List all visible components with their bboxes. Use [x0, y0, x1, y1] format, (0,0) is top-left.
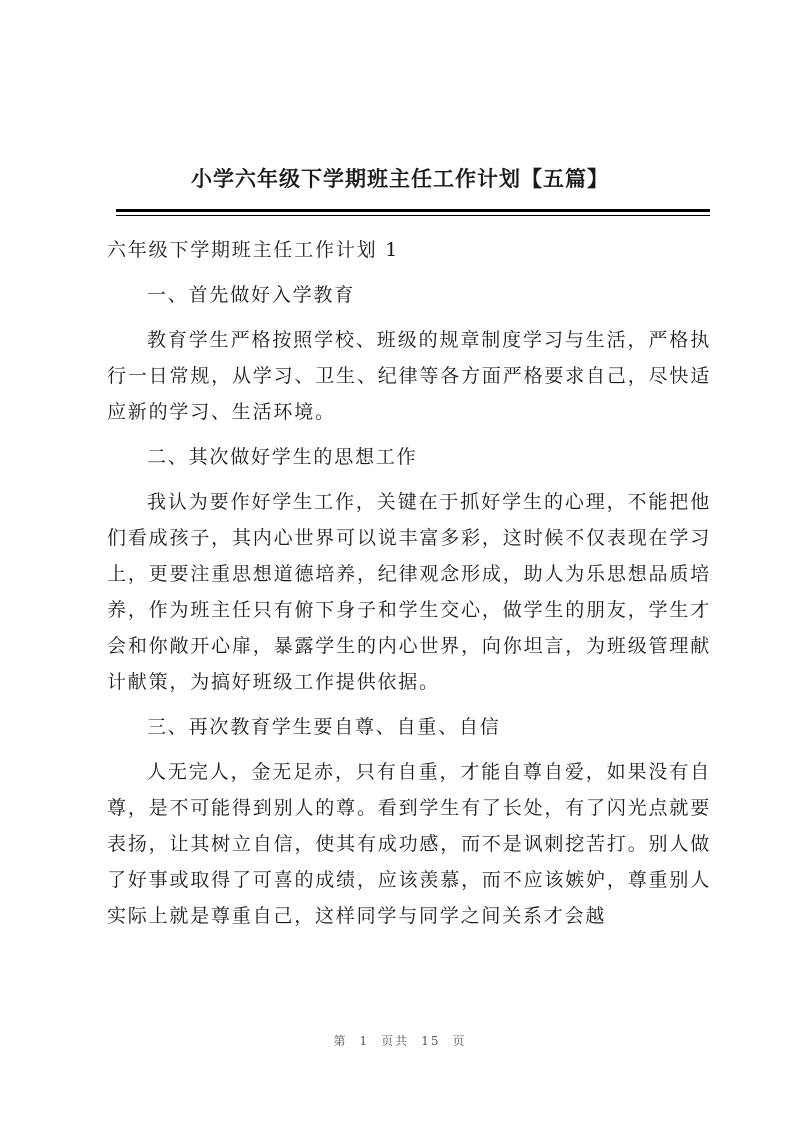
title-rule-thick — [116, 209, 710, 212]
heading-1: 一、首先做好入学教育 — [147, 284, 356, 306]
page-footer — [0, 1032, 800, 1049]
footer-suffix: 页 — [452, 1034, 467, 1048]
document-title: 小学六年级下学期班主任工作计划【五篇】 — [191, 167, 609, 191]
footer-page-number: 1 — [359, 1034, 370, 1048]
paragraph-1: 教育学生严格按照学校、班级的规章制度学习与生活，严格执行一日常规，从学习、卫生、纪律等各方面严格要求自己，尽快适应新的学习、生活环境。 — [107, 329, 711, 423]
footer-prefix: 第 — [333, 1034, 348, 1048]
footer-total-pages: 15 — [421, 1034, 441, 1048]
document-body — [107, 232, 711, 943]
title-rule-thin — [116, 215, 710, 216]
section-heading: 六年级下学期班主任工作计划 1 — [107, 239, 400, 261]
footer-middle: 页共 — [381, 1034, 410, 1048]
paragraph-3: 人无完人，金无足赤，只有自重，才能自尊自爱，如果没有自尊，是不可能得到别人的尊。看到学生有了长处，有了闪光点就要表扬，让其树立自信，使其有成功感，而不是讽刺挖苦打。别人做了好事或取得了可喜的成绩，应该羡慕，而不应该嫉妒，尊重别人实际上就是尊重自己，这样同学与同学之间关系才会越 — [107, 761, 711, 927]
heading-2: 二、其次做好学生的思想工作 — [147, 446, 418, 468]
heading-3: 三、再次教育学生要自尊、自重、自信 — [147, 716, 501, 738]
paragraph-2: 我认为要作好学生工作，关键在于抓好学生的心理，不能把他们看成孩子，其内心世界可以说丰富多彩，这时候不仅表现在学习上，更要注重思想道德培养，纪律观念形成，助人为乐思想品质培养，作为班主任只有俯下身子和学生交心，做学生的朋友，学生才会和你敞开心扉，暴露学生的内心世界，向你坦言，为班级管理献计献策，为搞好班级工作提供依据。 — [107, 491, 711, 693]
